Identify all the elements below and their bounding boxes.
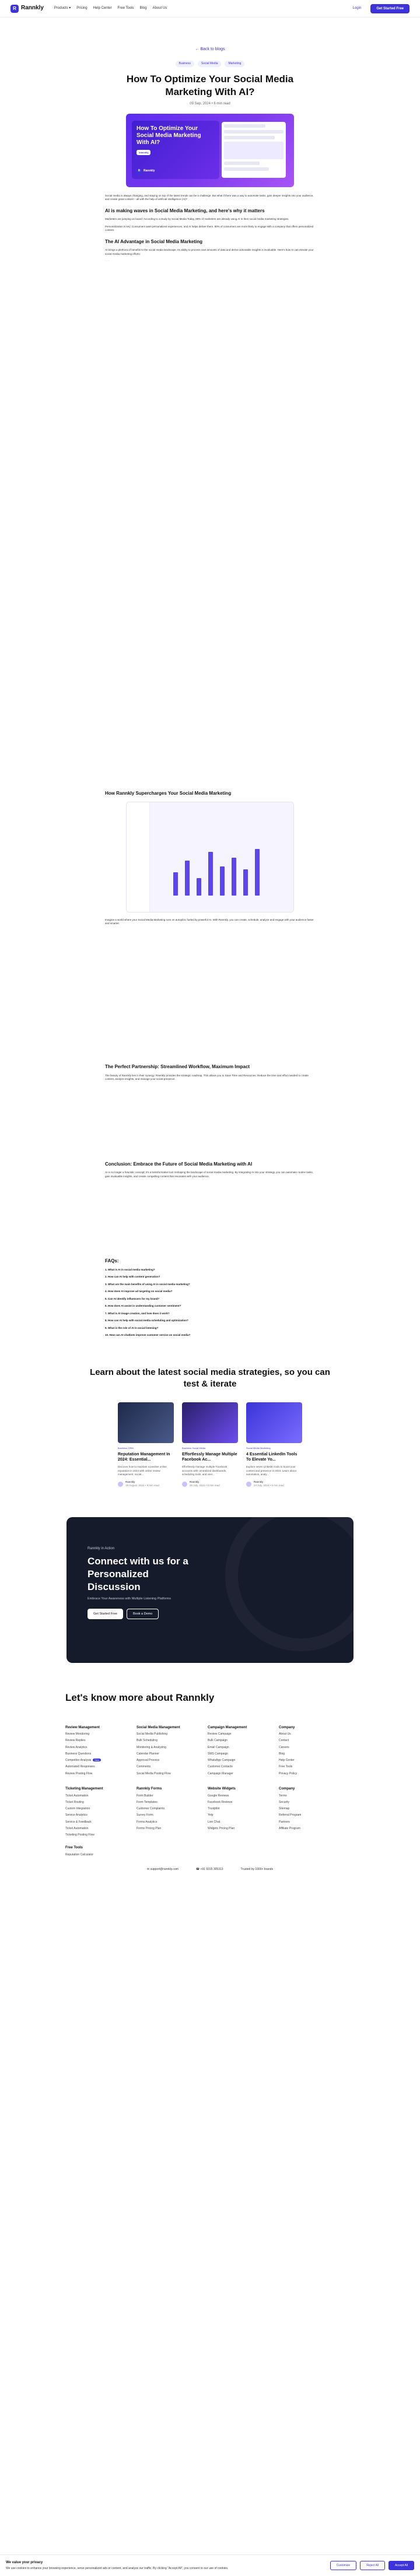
card-title: 4 Essential LinkedIn Tools To Elevate Yo...	[246, 1452, 298, 1462]
footer-column	[136, 1717, 208, 1778]
footer-link[interactable]: Google Reviews	[208, 1794, 229, 1798]
card-desc: Discover how to maintain a positive online reputation in 2024 with online review management, social...	[118, 1465, 167, 1476]
article-title: How To Optimize Your Social Media Marketing With AI?	[126, 73, 294, 97]
footer-link[interactable]: Service & Feedback	[65, 1820, 92, 1824]
footer-contact	[0, 1868, 420, 1872]
related-card[interactable]	[246, 1402, 302, 1488]
hero-brand-name: Rannkly	[144, 169, 155, 173]
faq-question[interactable]: 10. How can AI chatbots improve customer service on social media?	[105, 1333, 191, 1337]
intro-paragraph: Social media is always changing, and staying on top of the latest trends can be a challenge. But what if there was a way to automate tasks, gain deeper insights into your audience, and create great content – all with the help of artificial intelligence (AI)?	[105, 194, 314, 201]
footer-link[interactable]: Widgets Pricing Plan	[208, 1826, 235, 1830]
article-meta: 09 Sep, 2024 • 6 min read	[190, 101, 230, 106]
footer-link[interactable]: Review Campaign	[208, 1732, 232, 1736]
login-button[interactable]: Login	[352, 6, 362, 10]
article	[105, 47, 315, 1338]
dashboard-screenshot	[126, 802, 294, 913]
hero-brand	[136, 169, 155, 174]
brand-logo[interactable]	[10, 4, 44, 13]
author-name: Rannkly	[190, 1480, 200, 1483]
footer-link[interactable]: Calendar Planner	[136, 1752, 159, 1756]
top-nav	[0, 0, 420, 17]
footer-link[interactable]: Affiliate Program	[279, 1826, 300, 1830]
footer-link[interactable]: Review Monitoring	[65, 1732, 90, 1736]
nav-link-help[interactable]: Help Center	[93, 6, 112, 10]
footer-link[interactable]: Terms	[279, 1794, 287, 1798]
footer-column	[136, 1778, 208, 1859]
partnership-paragraph: The beauty of Rannkly lies in their synergy. Rannkly provides the strategic roadmap. This allows you to Save Time and Resources: Reduce the time and effort needed to create content, analyze insights, and manage your social presence.	[105, 1073, 309, 1081]
footer-column	[65, 1778, 136, 1859]
cookie-title: We value your privacy	[6, 2561, 43, 2565]
card-desc: Explore seven LinkedIn tools to boost your content and presence in 2024. Learn about automation, analy...	[246, 1465, 296, 1476]
footer-link[interactable]: Facebook Reviews	[208, 1800, 233, 1804]
cta-book-demo-button[interactable]: Book a Demo	[127, 1609, 159, 1619]
footer-link[interactable]: Social Media Posting Flow	[136, 1771, 171, 1775]
footer-column-head: Review Management	[65, 1725, 100, 1729]
footer-link[interactable]: Blog	[279, 1752, 285, 1756]
card-date: 19 August, 2024 • 6 min read	[125, 1484, 159, 1487]
footer-link[interactable]: Review Posting Flow	[65, 1771, 93, 1775]
footer-link[interactable]: Ticket Automation	[65, 1826, 89, 1830]
avatar	[118, 1482, 123, 1487]
footer-link[interactable]: Careers	[279, 1745, 289, 1749]
faq-list	[105, 1268, 315, 1338]
footer-link[interactable]: Review Replies	[65, 1739, 86, 1743]
related-card[interactable]	[182, 1402, 238, 1488]
footer-link[interactable]: Sitemap	[279, 1807, 290, 1811]
faq-question[interactable]: 9. What is the role of AI in social listening?	[105, 1326, 159, 1329]
cookie-message: We use cookies to enhance your browsing experience, serve personalized ads or content, and analyze our traffic. By clicking "Accept All", you consent to our use of cookies.	[6, 2566, 229, 2570]
hero-badge: #rannkly	[136, 150, 150, 156]
cookie-customize-button[interactable]: Customize	[330, 2561, 357, 2570]
card-author	[118, 1480, 174, 1488]
faq-question[interactable]: 1. What is AI in social media marketing?	[105, 1268, 155, 1271]
faq-question[interactable]: 8. How can AI help with social media scheduling and optimization?	[105, 1319, 188, 1322]
footer-link[interactable]: Free Tools	[279, 1765, 293, 1769]
new-badge: New	[93, 1759, 101, 1761]
cta-title: Connect with us for a Personalized Discussion	[88, 1555, 188, 1592]
decorative-ring	[225, 1517, 354, 1651]
cta-subtitle: Embrace Your Awareness with Multiple Listening Platforms	[88, 1596, 171, 1601]
footer-link[interactable]: Approval Process	[136, 1759, 160, 1763]
footer-link[interactable]: Forms Pricing Plan	[136, 1826, 162, 1830]
card-title: Effortlessly Manage Multiple Facebook Ac...	[182, 1452, 237, 1462]
heading-changing: AI is making waves in Social Media Marketing, and here's why it matters	[105, 208, 265, 213]
advantage-paragraph: AI brings a plethora of benefits to the social media landscape. Its ability to process vast amounts of data and derive actionable insights is invaluable. Here's how AI can elevate your social media marketing efforts:	[105, 248, 314, 255]
card-author	[246, 1480, 302, 1488]
hero-title: How To Optimize Your Social Media Marketing With AI?	[136, 125, 201, 146]
footer-link[interactable]: SMS Campaign	[208, 1752, 229, 1756]
cookie-accept-button[interactable]: Accept All	[388, 2561, 414, 2570]
footer-link[interactable]: Bulk Campaign	[208, 1739, 228, 1743]
card-tags: Business Social Media	[182, 1447, 206, 1450]
faq-question[interactable]: 6. How does AI assist in understanding customer sentiment?	[105, 1304, 181, 1308]
footer-link[interactable]: Monitoring & Analyzing	[136, 1745, 166, 1749]
footer-column-head: Campaign Management	[208, 1725, 247, 1729]
hero-logo-icon: R	[136, 169, 142, 174]
footer-link[interactable]: Email Campaign	[208, 1745, 229, 1749]
footer-link[interactable]: Trustpilot	[208, 1807, 220, 1811]
nav-link-products[interactable]: Products ▾	[54, 6, 71, 10]
footer-link[interactable]: Custom Integration	[65, 1807, 90, 1811]
conclusion-more	[105, 1182, 315, 1252]
tag-marketing[interactable]: Marketing	[225, 61, 244, 67]
personalization-paragraph: Personalization is key: Consumers want personalized experiences, and AI helps deliver them. 80% of consumers are more likely to engage with a company that offers personalized content.	[105, 224, 314, 232]
footer-column-head: Company	[279, 1787, 295, 1791]
heading-advantage: The AI Advantage in Social Media Marketing	[105, 238, 202, 244]
card-tags: Social Media Marketing	[246, 1447, 271, 1450]
footer-link[interactable]: Yelp	[208, 1813, 214, 1817]
hero-image	[126, 114, 294, 187]
footer-link[interactable]: Help Center	[279, 1759, 295, 1763]
footer-column	[208, 1778, 279, 1859]
footer-link[interactable]: WhatsApp Campaign	[208, 1759, 236, 1763]
footer-column	[279, 1778, 350, 1859]
footer-link[interactable]: Business Questions	[65, 1752, 92, 1756]
card-image	[118, 1402, 174, 1443]
sales-phone-text: +91 9315 305313	[200, 1868, 223, 1872]
related-cards	[0, 1402, 420, 1488]
card-image	[182, 1402, 238, 1443]
cta-eyebrow: Rannkly in Action	[88, 1546, 115, 1550]
howto-paragraph: Imagine a world where your Social Media Marketing runs on autopilot, fueled by powerful AI. With Rannkly, you can create, schedule, analyze and engage with your audience faster and smarter.	[105, 918, 314, 925]
related-title: Learn about the latest social media strategies, so you can test & iterate	[90, 1367, 330, 1389]
rating-text: Trusted by 1000+ brands	[240, 1868, 274, 1872]
heading-partnership: The Perfect Partnership: Streamlined Workflow, Maximum Impact	[105, 1064, 250, 1069]
footer-column-head: Social Media Management	[136, 1725, 180, 1729]
footer-link[interactable]: Ticketing Posting Flow	[65, 1833, 94, 1837]
footer-link[interactable]: Campaign Manager	[208, 1771, 233, 1775]
footer-link[interactable]: Security	[279, 1800, 290, 1804]
footer-link[interactable]: Privacy Policy	[279, 1771, 298, 1775]
advantage-list: · · ·	[105, 259, 109, 263]
footer-link[interactable]: Form Templates	[136, 1800, 158, 1804]
footer-link[interactable]: Review Analytics	[65, 1745, 88, 1749]
hero-mock-ui	[222, 122, 286, 178]
footer-link[interactable]: Customer Contacts	[208, 1765, 233, 1769]
faq-question[interactable]: 5. Can AI identify influencers for my brand?	[105, 1297, 160, 1300]
support-email-text: support@rannkly.com	[150, 1868, 178, 1872]
footer-link[interactable]: Social Media Publishing	[136, 1732, 168, 1736]
sales-phone[interactable]: ☎ +91 9315 305313	[195, 1868, 223, 1872]
faq-question[interactable]: 4. How does AI improve ad targeting on social media?	[105, 1290, 173, 1293]
card-tags: Business ORM	[118, 1447, 134, 1450]
footer-column	[279, 1717, 350, 1778]
article-tags	[105, 61, 315, 67]
footer-link[interactable]: Automated Responses	[65, 1765, 95, 1769]
footer-link[interactable]: About Us	[279, 1732, 291, 1736]
footer-link[interactable]: Referral Program	[279, 1813, 302, 1817]
faq-question[interactable]: 7. What is AI image creation, and how does it work?	[105, 1311, 170, 1315]
footer-link-label: Competitor Analysis	[65, 1759, 92, 1763]
cookie-banner	[0, 2554, 420, 2576]
card-date: 24 July, 2024 • 6 min read	[254, 1484, 284, 1487]
related-card[interactable]	[118, 1402, 174, 1488]
nav-link-about[interactable]: About Us	[152, 6, 167, 10]
faq-question[interactable]: 3. What are the main benefits of using AI in social media marketing?	[105, 1282, 190, 1286]
footer-link[interactable]: Survey Form	[136, 1813, 153, 1817]
footer-column-head: Ticketing Management	[65, 1787, 103, 1791]
footer-title: Let's know more about Rannkly	[65, 1691, 215, 1703]
hero-card	[132, 121, 219, 179]
card-author	[182, 1480, 238, 1488]
heading-howto: How Rannkly Supercharges Your Social Media Marketing	[105, 791, 232, 796]
tag-social-media[interactable]: Social Media	[198, 61, 222, 67]
footer-link[interactable]: Live Chat	[208, 1820, 220, 1824]
cookie-reject-button[interactable]: Reject All	[360, 2561, 385, 2570]
footer-link[interactable]: Contact	[279, 1739, 289, 1743]
nav-link-tools[interactable]: Free Tools	[117, 6, 134, 10]
nav-link-pricing[interactable]: Pricing	[76, 6, 88, 10]
footer-link[interactable]: Form Builder	[136, 1794, 153, 1798]
footer-link[interactable]: Comments	[136, 1765, 151, 1769]
footer-link[interactable]: Partners	[279, 1820, 290, 1824]
card-image	[246, 1402, 302, 1443]
footer-column-head: Free Tools	[65, 1846, 83, 1850]
conclusion-paragraph: AI is no longer a futuristic concept; it's a transformative tool reshaping the landscape of social media marketing. By integrating AI into your strategy, you can automate routine tasks, gain invaluable insights, and create compelling content that resonates with your audience.	[105, 1171, 313, 1178]
card-date: 26 July, 2024 • 6 min read	[190, 1484, 220, 1487]
article-body	[105, 194, 315, 1338]
cta-get-started-button[interactable]: Get Started Free	[88, 1609, 123, 1619]
footer-link[interactable]	[65, 1759, 136, 1763]
footer-link[interactable]: Service Analytics	[65, 1813, 88, 1817]
footer-column-head: Website Widgets	[208, 1787, 236, 1791]
footer-links	[65, 1717, 420, 1860]
footer-link[interactable]: Forms Analytics	[136, 1820, 158, 1824]
cta-banner	[66, 1517, 354, 1663]
footer-link[interactable]: Customer Complaints	[136, 1807, 165, 1811]
heading-faq: FAQs:	[105, 1258, 119, 1264]
avatar	[246, 1482, 251, 1487]
howto-list	[105, 929, 315, 1058]
footer-column-head: Rannkly Forms	[136, 1787, 162, 1791]
card-title: Reputation Management In 2024: Essential...	[118, 1452, 170, 1462]
footer-link[interactable]: Ticket Automation	[65, 1794, 89, 1798]
author-name: Rannkly	[125, 1480, 135, 1483]
nav-link-blog[interactable]: Blog	[139, 6, 147, 10]
cookie-text	[6, 2560, 251, 2571]
footer-link[interactable]: Bulk Scheduling	[136, 1739, 158, 1743]
support-email[interactable]: ✉ support@rannkly.com	[146, 1868, 178, 1872]
footer-link[interactable]: Reputation Calculator	[65, 1853, 94, 1857]
marketers-paragraph: Marketers are jumping on board: According to a study by Social Media Today, 88% of marketers are already using AI in their social media marketing strategies.	[105, 217, 289, 221]
footer-column	[65, 1717, 136, 1778]
heading-conclusion: Conclusion: Embrace the Future of Social Media Marketing with AI	[105, 1161, 253, 1167]
author-name: Rannkly	[254, 1480, 264, 1483]
back-to-blogs-link[interactable]: ← Back to blogs	[195, 47, 225, 51]
partnership-list	[105, 1085, 315, 1155]
nav-links	[54, 6, 167, 11]
get-started-button[interactable]: Get Started Free	[370, 4, 410, 13]
card-desc: Effortlessly manage multiple Facebook accounts with centralized dashboards, scheduling tools, and user...	[182, 1465, 228, 1476]
avatar	[182, 1482, 187, 1487]
brand-name: Rannkly	[21, 5, 44, 12]
footer-link[interactable]: Ticket Routing	[65, 1800, 84, 1804]
footer-column	[208, 1717, 279, 1778]
faq-question[interactable]: 2. How can AI help with content generation?	[105, 1275, 160, 1279]
logo-mark-icon: R	[10, 5, 19, 13]
tag-business[interactable]: Business	[176, 61, 194, 67]
footer-column-head: Company	[279, 1725, 295, 1729]
